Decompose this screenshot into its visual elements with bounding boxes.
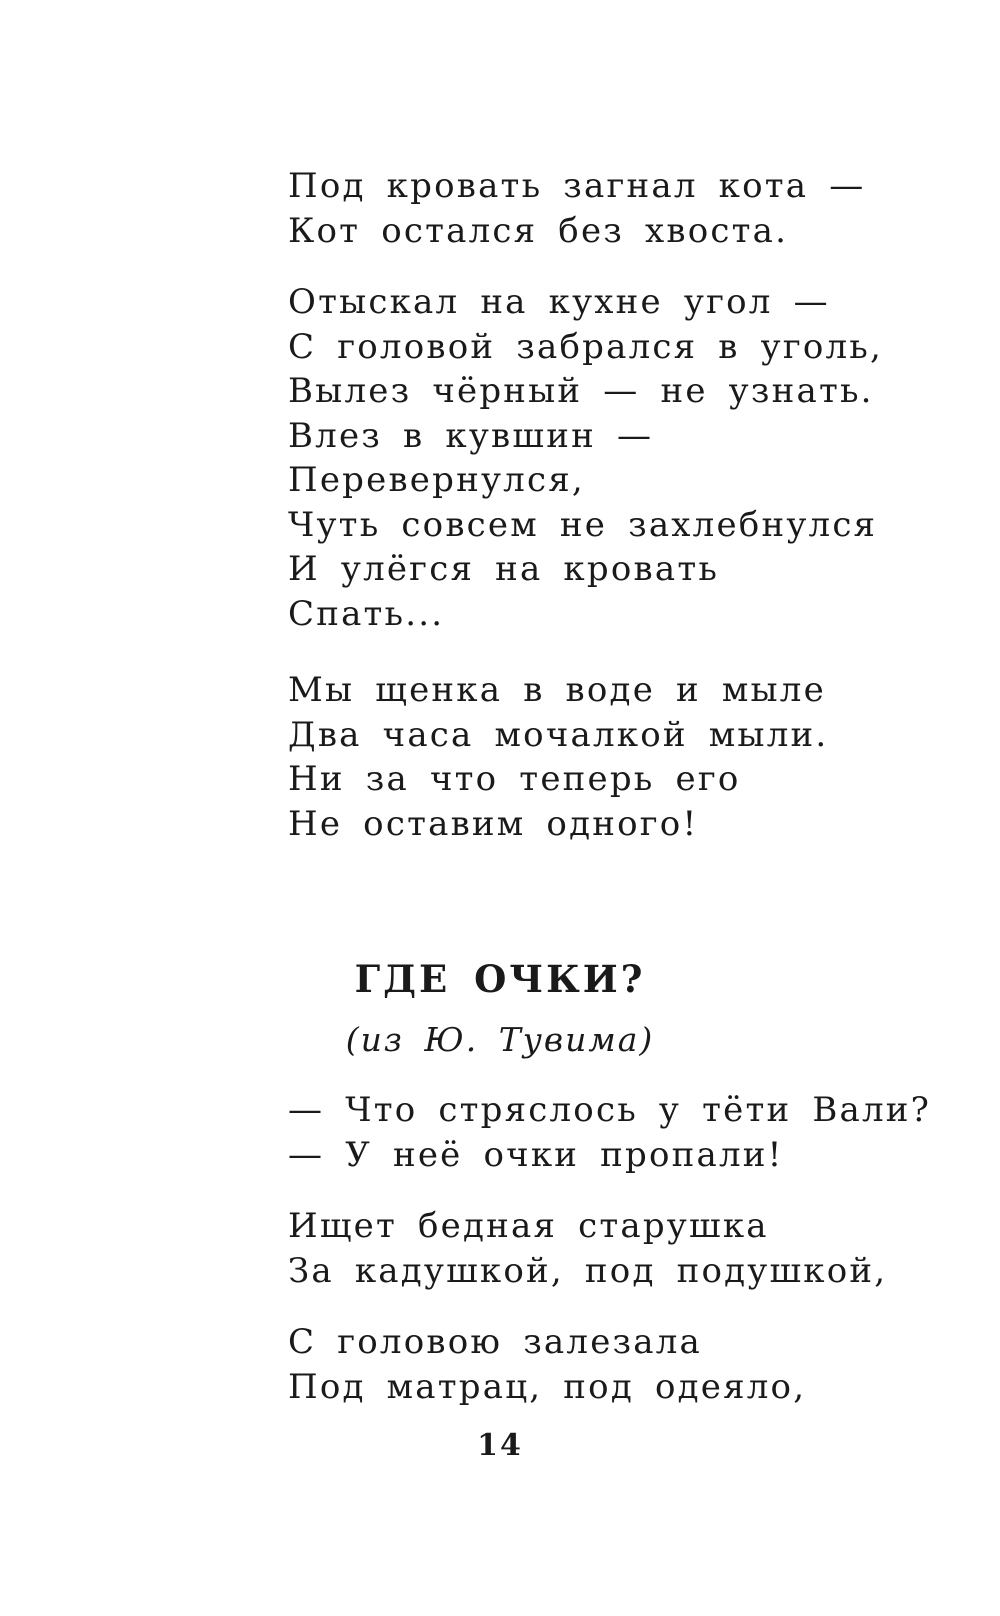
poem-line: Мы щенка в воде и мыле [288,670,826,710]
stanza [288,164,928,253]
poem-line: Влез в кувшин — [288,415,654,456]
poem-line: Вылез чёрный — не узнать. [288,371,874,411]
poem-line: И улёгся на кровать [288,549,720,589]
poem-line: Ищет бедная старушка [288,1206,769,1246]
poem-line: За кадушкой, под подушкой, [288,1250,888,1291]
poem-line: С головой забрался в уголь, [288,326,884,367]
poem-line: Под матрац, под одеяло, [288,1366,807,1407]
poem-line: Спать... [288,593,445,634]
poem-line: Ни за что теперь его [288,759,741,799]
stanza [288,1320,928,1409]
poem-line: Под кровать загнал кота — [288,166,866,206]
poem-line: — У неё очки пропали! [288,1134,784,1175]
poem-line: Чуть совсем не захлебнулся [288,504,878,545]
stanza [288,1088,932,1177]
poem-subtitle: (из Ю. Тувима) [345,1020,655,1059]
poem-line: Перевернулся, [288,460,585,500]
poem-line: С головою залезала [288,1322,703,1362]
poem-line: Два часа мочалкой мыли. [288,714,829,755]
poem-line: Кот остался без хвоста. [288,210,789,251]
poem-title: ГДЕ ОЧКИ? [354,957,646,1001]
stanza [288,668,928,846]
poem-line: Отыскал на кухне угол — [288,282,830,322]
stanza [288,280,928,636]
poem-line: Не оставим одного! [288,803,699,844]
page-number: 14 [477,1428,523,1463]
poem-line: — Что стряслось у тёти Вали? [288,1090,932,1130]
stanza [288,1204,928,1293]
